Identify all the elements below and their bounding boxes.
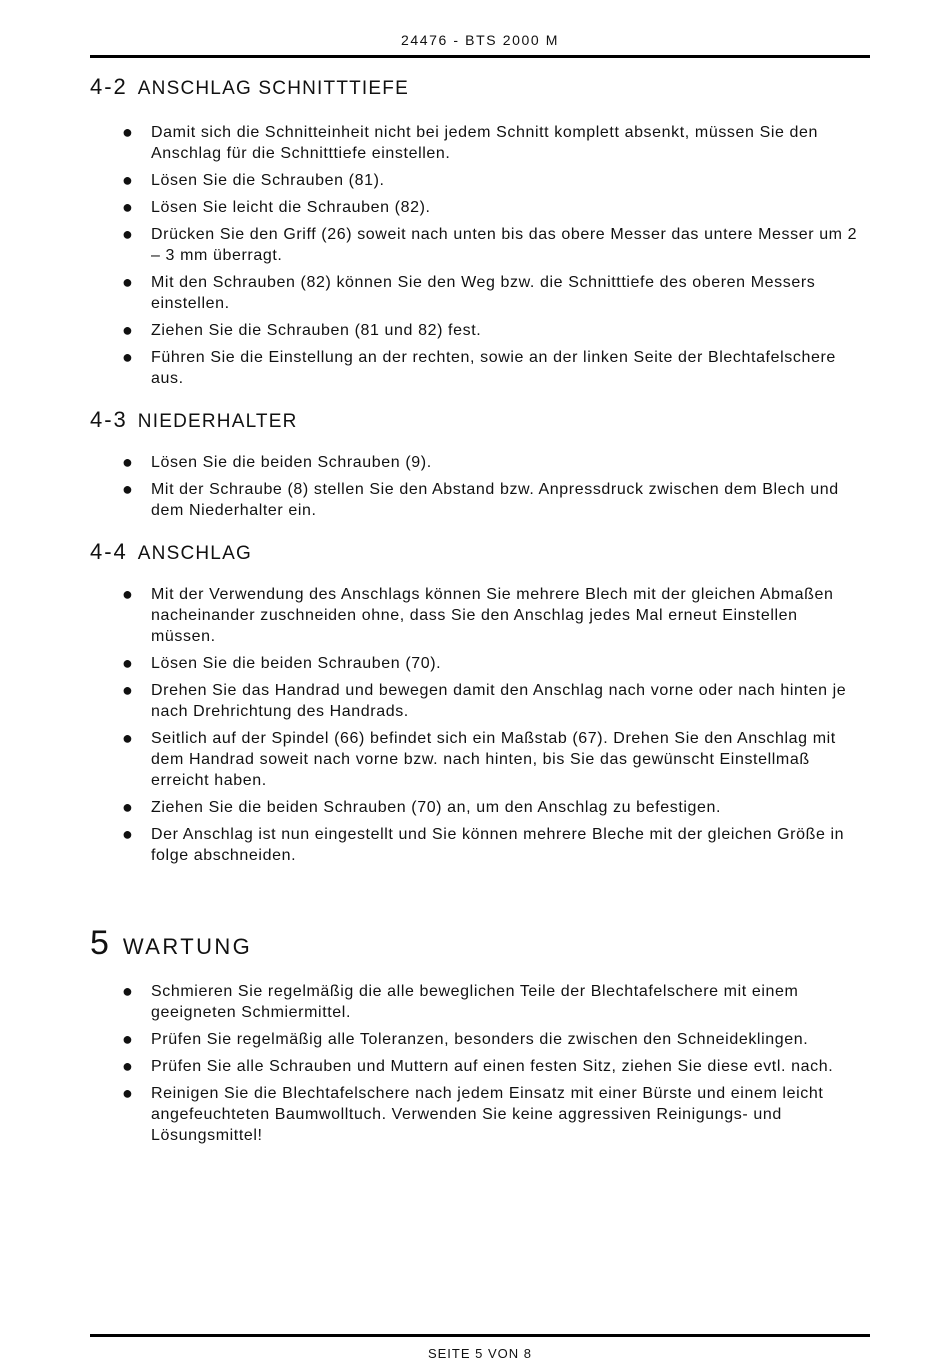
section-number: 4-2 [90, 74, 128, 99]
section-number: 4-3 [90, 407, 128, 432]
bullet-list [90, 452, 862, 521]
bullet-icon: ● [122, 479, 134, 499]
bullet-list [90, 122, 862, 389]
list-item-text: Lösen Sie die beiden Schrauben (70). [151, 655, 442, 672]
list-item [90, 347, 862, 389]
list-item [90, 1083, 862, 1146]
bullet-icon: ● [122, 224, 134, 244]
bullet-icon: ● [122, 981, 134, 1001]
list-item [90, 272, 862, 314]
section-heading [90, 74, 862, 104]
list-item [90, 981, 862, 1023]
list-item [90, 680, 862, 722]
list-item-text: Lösen Sie die beiden Schrauben (9). [151, 454, 432, 471]
list-item-text: Seitlich auf der Spindel (66) befindet sich ein Maßstab (67). Drehen Sie den Anschlag mit dem Handrad soweit nach vorne bzw. nach hinten, bis Sie das gewünscht Einstellmaß erreicht haben. [151, 730, 836, 789]
section-title: ANSCHLAG SCHNITTTIEFE [137, 78, 409, 99]
list-item-text: Mit den Schrauben (82) können Sie den Weg bzw. die Schnitttiefe des oberen Messers einstellen. [151, 274, 816, 312]
bullet-list [90, 981, 862, 1146]
section-number: 4-4 [90, 539, 128, 564]
bullet-list [90, 584, 862, 866]
list-item-text: Mit der Schraube (8) stellen Sie den Abstand bzw. Anpressdruck zwischen dem Blech und dem Niederhalter ein. [151, 481, 839, 519]
list-item-text: Prüfen Sie alle Schrauben und Muttern auf einen festen Sitz, ziehen Sie diese evtl. nach. [151, 1058, 834, 1075]
list-item-text: Drehen Sie das Handrad und bewegen damit den Anschlag nach vorne oder nach hinten je nach Drehrichtung des Handrads. [151, 682, 847, 720]
section-title: ANSCHLAG [137, 543, 252, 564]
bullet-icon: ● [122, 1083, 134, 1103]
section-heading [90, 407, 862, 437]
section-title: NIEDERHALTER [137, 411, 298, 432]
section-heading [90, 539, 862, 569]
bullet-icon: ● [122, 797, 134, 817]
bullet-icon: ● [122, 170, 134, 190]
chapter-number: 5 [90, 924, 109, 962]
list-item-text: Schmieren Sie regelmäßig die alle beweglichen Teile der Blechtafelschere mit einem geeigneten Schmiermittel. [151, 983, 799, 1021]
bullet-icon: ● [122, 728, 134, 748]
bullet-icon: ● [122, 347, 134, 367]
bullet-icon: ● [122, 272, 134, 292]
list-item [90, 122, 862, 164]
bullet-icon: ● [122, 680, 134, 700]
list-item-text: Prüfen Sie regelmäßig alle Toleranzen, besonders die zwischen den Schneideklingen. [151, 1031, 809, 1048]
chapter-title: WARTUNG [122, 934, 253, 959]
bullet-icon: ● [122, 1056, 134, 1076]
list-item [90, 320, 862, 341]
list-item-text: Mit der Verwendung des Anschlags können Sie mehrere Blech mit der gleichen Abmaßen nacheinander zuschneiden ohne, dass Sie den Anschlag jedes Mal erneut Einstellen müssen. [151, 586, 834, 645]
list-item-text: Führen Sie die Einstellung an der rechten, sowie an der linken Seite der Blechtafelschere aus. [151, 349, 836, 387]
list-item [90, 728, 862, 791]
list-item [90, 1029, 862, 1050]
list-item [90, 653, 862, 674]
list-item-text: Ziehen Sie die Schrauben (81 und 82) fest. [151, 322, 482, 339]
list-item-text: Reinigen Sie die Blechtafelschere nach jedem Einsatz mit einer Bürste und einem leicht angefeuchteten Baumwolltuch. Verwenden Sie keine aggressiven Reinigungs- und Lösungsmittel! [151, 1085, 824, 1144]
list-item [90, 452, 862, 473]
page-header: 24476 - BTS 2000 M [401, 32, 559, 48]
bullet-icon: ● [122, 452, 134, 472]
footer-rule [90, 1334, 870, 1337]
chapter-heading [90, 924, 862, 968]
list-item [90, 797, 862, 818]
bullet-icon: ● [122, 653, 134, 673]
list-item-text: Damit sich die Schnitteinheit nicht bei jedem Schnitt komplett absenkt, müssen Sie den Anschlag für die Schnitttiefe einstellen. [151, 124, 819, 162]
list-item [90, 197, 862, 218]
list-item-text: Der Anschlag ist nun eingestellt und Sie können mehrere Bleche mit der gleichen Größe in folge abschneiden. [151, 826, 845, 864]
list-item [90, 224, 862, 266]
bullet-icon: ● [122, 584, 134, 604]
list-item [90, 824, 862, 866]
list-item [90, 584, 862, 647]
bullet-icon: ● [122, 824, 134, 844]
bullet-icon: ● [122, 122, 134, 142]
header-rule [90, 55, 870, 58]
page-footer: SEITE 5 VON 8 [427, 1346, 533, 1361]
list-item-text: Drücken Sie den Griff (26) soweit nach unten bis das obere Messer das untere Messer um 2 – 3 mm überragt. [151, 226, 858, 264]
list-item-text: Lösen Sie leicht die Schrauben (82). [151, 199, 431, 216]
list-item [90, 479, 862, 521]
list-item [90, 170, 862, 191]
bullet-icon: ● [122, 1029, 134, 1049]
list-item-text: Lösen Sie die Schrauben (81). [151, 172, 385, 189]
list-item-text: Ziehen Sie die beiden Schrauben (70) an, um den Anschlag zu befestigen. [151, 799, 722, 816]
bullet-icon: ● [122, 197, 134, 217]
page-content [90, 74, 862, 1152]
list-item [90, 1056, 862, 1077]
bullet-icon: ● [122, 320, 134, 340]
